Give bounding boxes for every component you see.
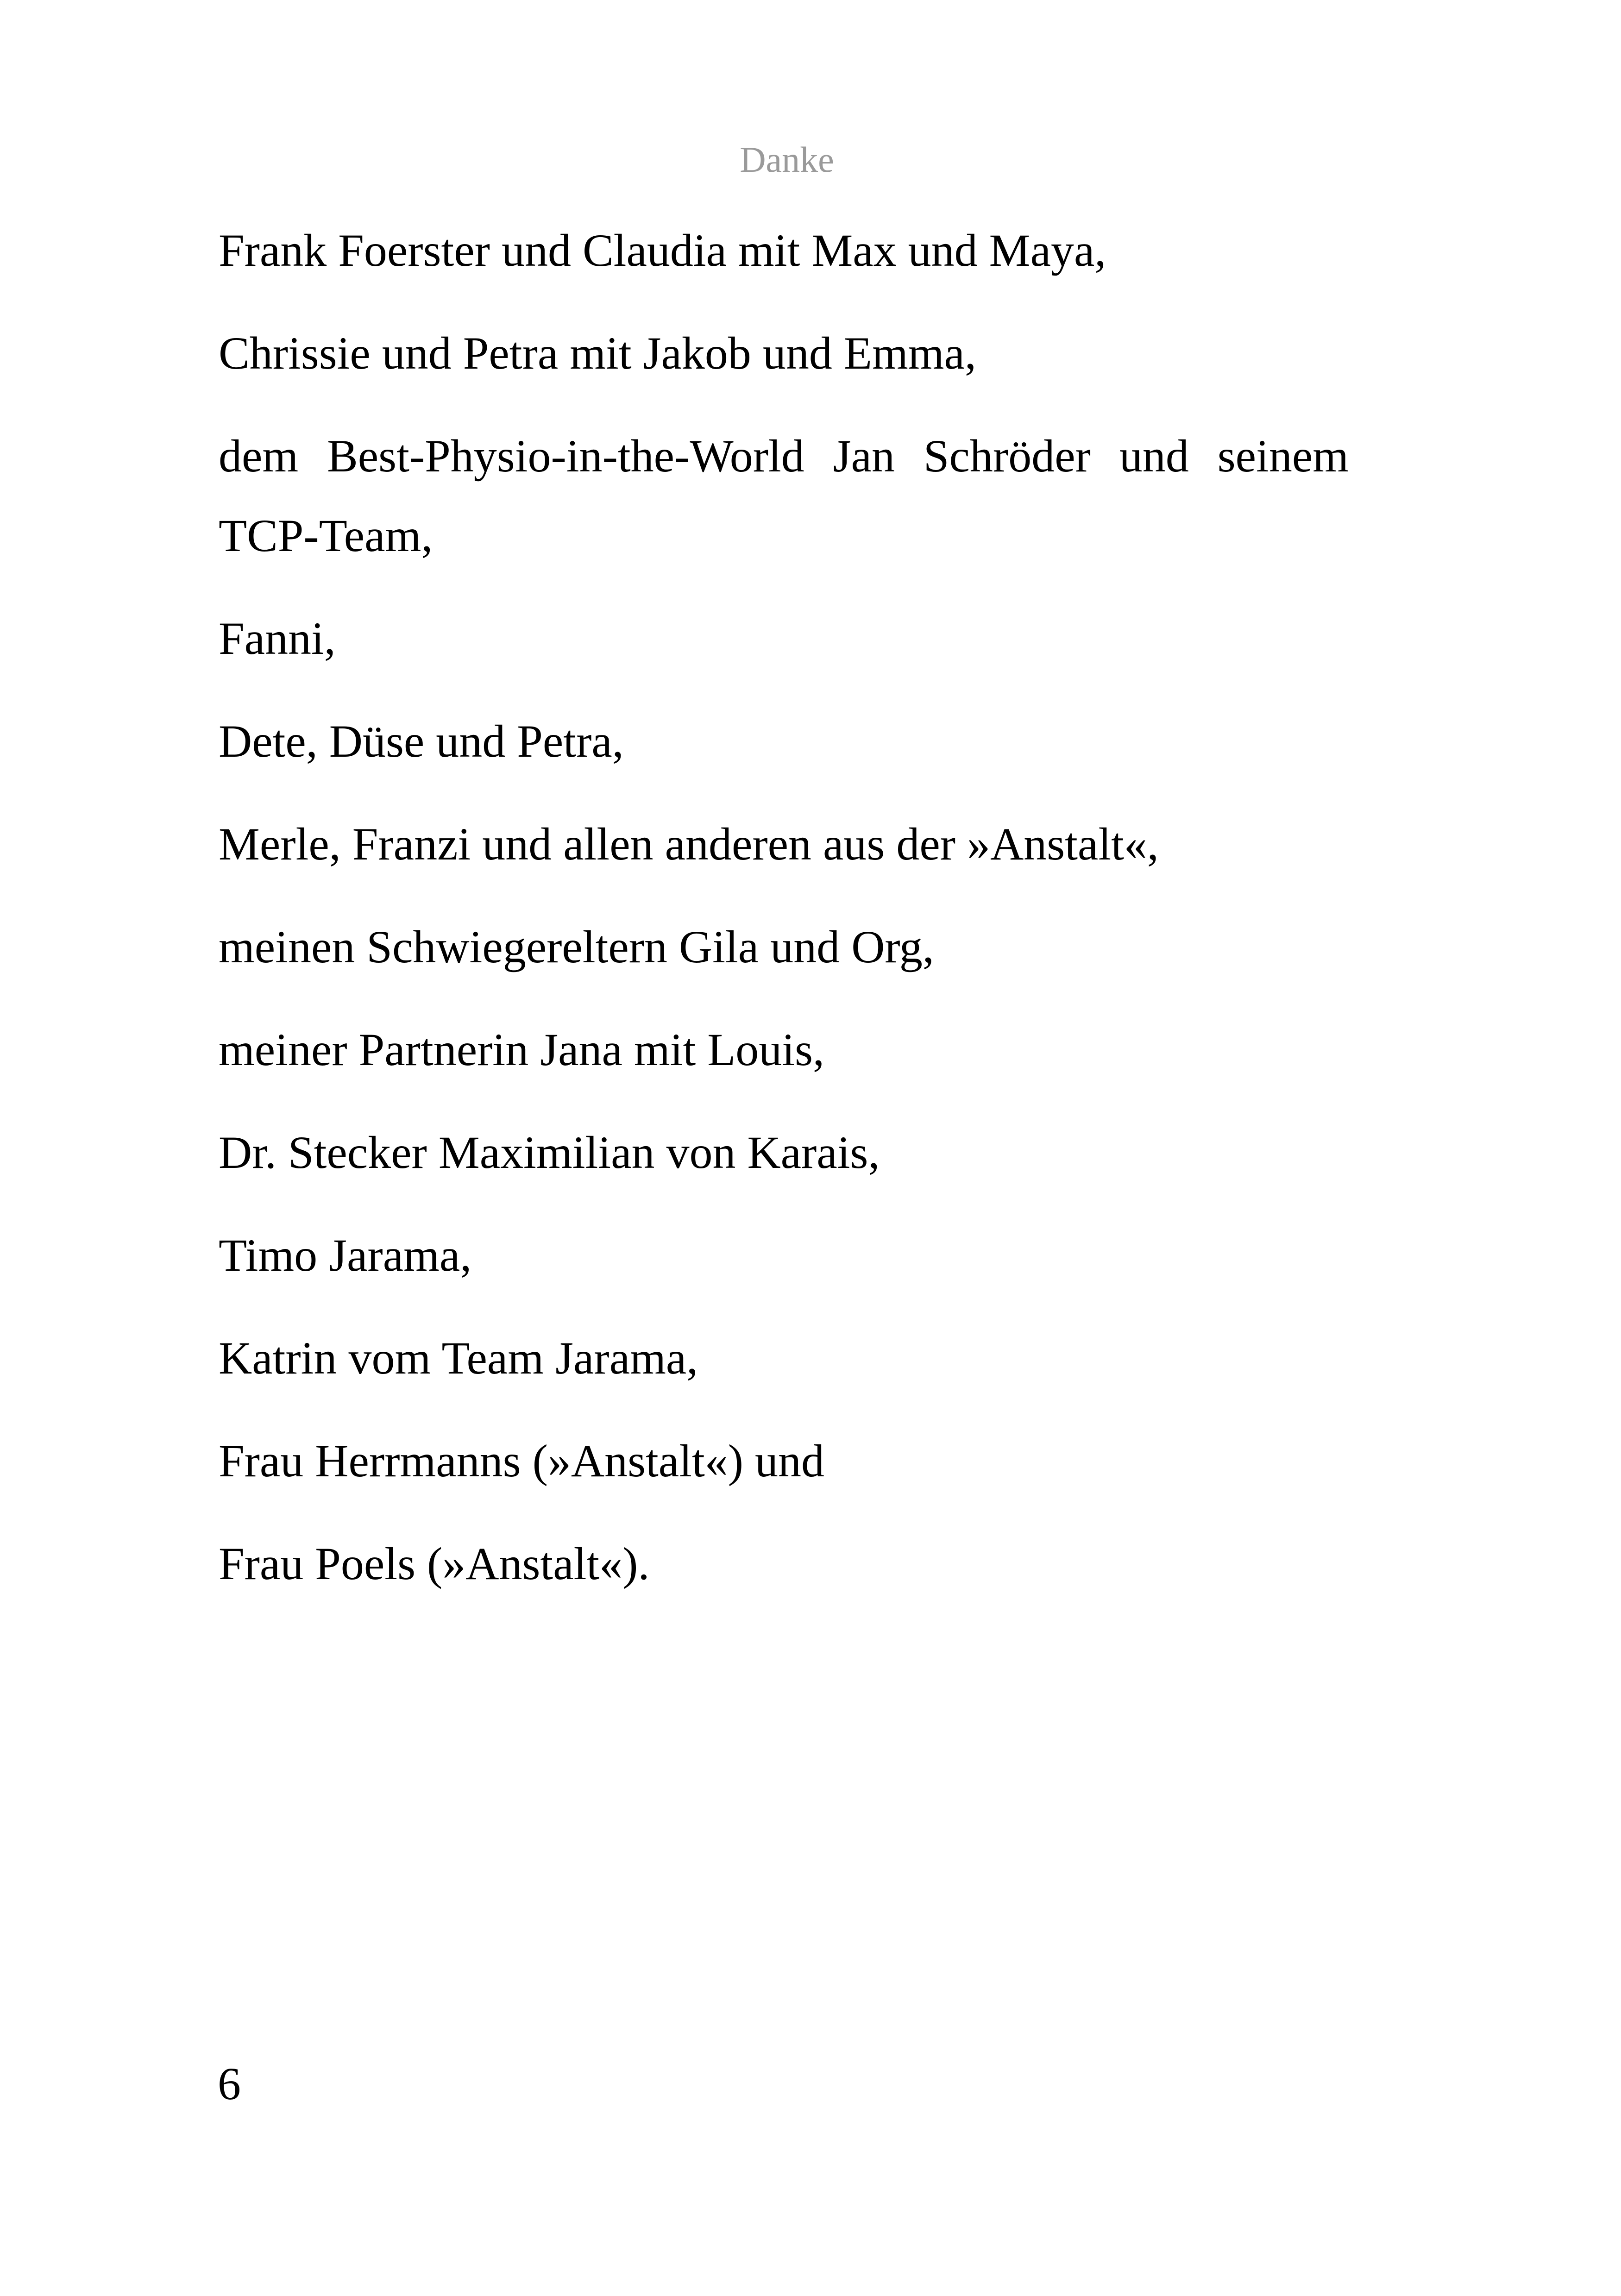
page-number: 6 — [218, 2058, 241, 2109]
acknowledgement-entry: Frau Herrmanns (»Anstalt«) und — [219, 1435, 825, 1487]
acknowledgement-entry: meiner Partnerin Jana mit Louis, — [219, 1024, 825, 1075]
acknowledgement-entry: Frau Poels (»Anstalt«). — [219, 1538, 650, 1589]
acknowledgement-entry: Fanni, — [219, 613, 336, 664]
acknowledgement-list — [219, 211, 1349, 1627]
acknowledgement-entry: Katrin vom Team Jarama, — [219, 1332, 698, 1384]
running-header: Danke — [740, 139, 834, 180]
acknowledgement-entry: Chrissie und Petra mit Jakob und Emma, — [219, 327, 976, 379]
acknowledgement-entry: Timo Jarama, — [219, 1230, 472, 1281]
acknowledgement-entry: Dr. Stecker Maximilian von Karais, — [219, 1127, 880, 1178]
acknowledgement-entry: Dete, Düse und Petra, — [219, 715, 624, 767]
acknowledgement-entry: dem Best-Physio-in-the-World Jan Schröder und seinem TCP-Team, — [219, 430, 1349, 561]
acknowledgement-entry: meinen Schwiegereltern Gila und Org, — [219, 921, 934, 972]
acknowledgement-entry: Frank Foerster und Claudia mit Max und Maya, — [219, 225, 1106, 276]
acknowledgement-entry: Merle, Franzi und allen anderen aus der »Anstalt«, — [219, 818, 1159, 870]
